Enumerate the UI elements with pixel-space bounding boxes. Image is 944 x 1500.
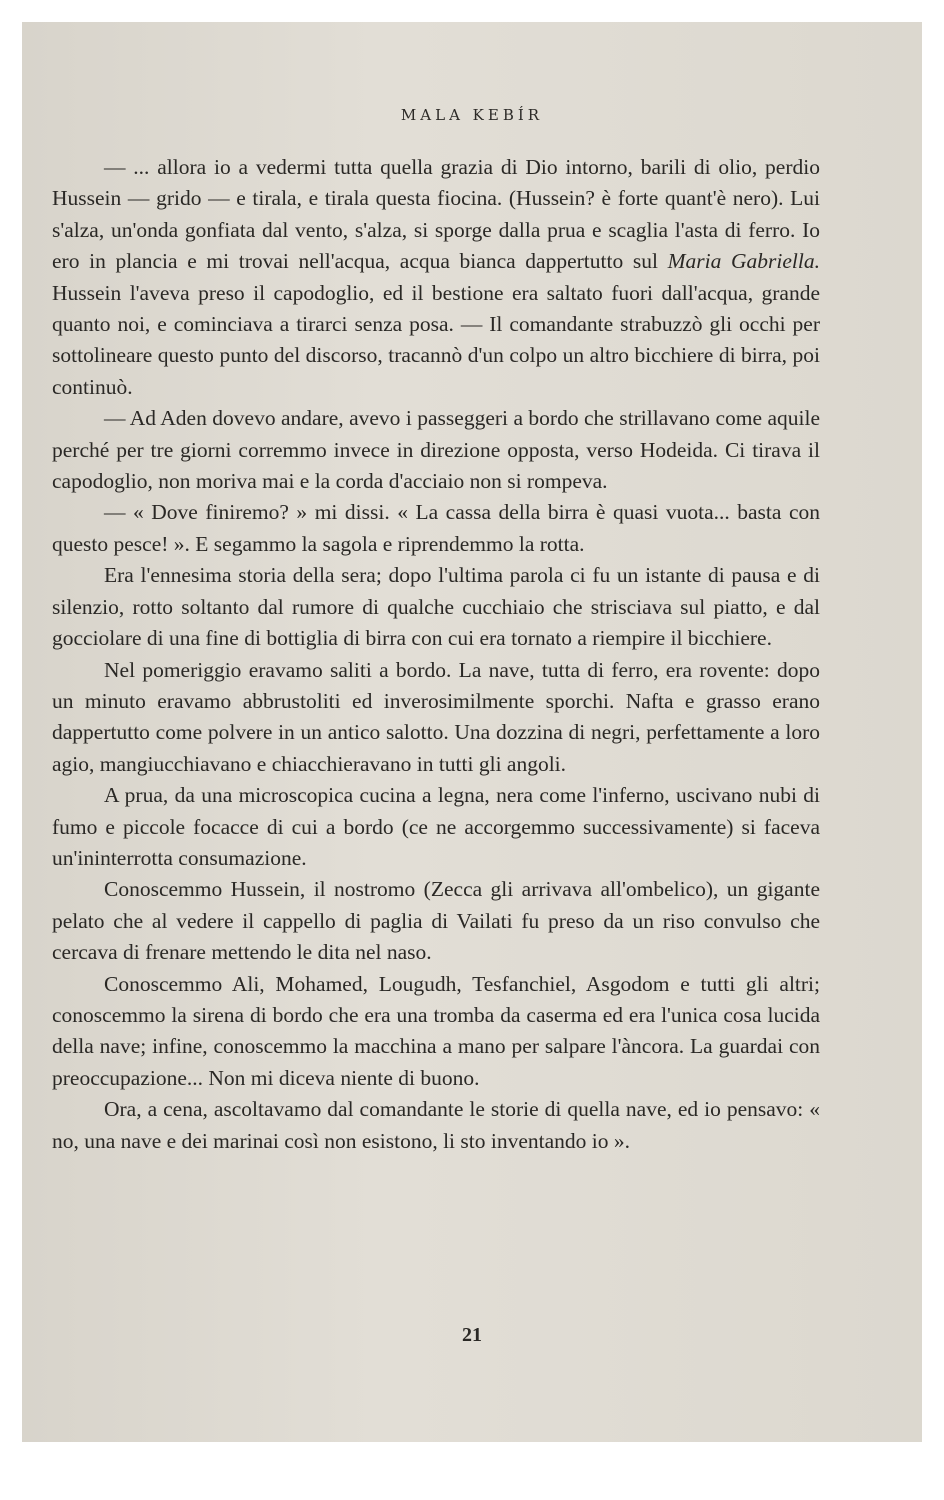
paragraph: A prua, da una microscopica cucina a legna, nera come l'inferno, uscivano nubi di fumo e piccole focacce di cui a bordo (ce ne accorgemmo successivamente) si faceva un'ininterrotta consumazione. [52,783,820,870]
paragraph: Conoscemmo Hussein, il nostromo (Zecca gli arrivava all'ombelico), un gigante pelato che al vedere il cappello di paglia di Vailati fu preso da un riso convulso che cercava di frenare mettendo le dita nel naso. [52,877,820,965]
paragraph: Conoscemmo Ali, Mohamed, Lougudh, Tesfanchiel, Asgodom e tutti gli altri; conoscemmo la sirena di bordo che era una tromba da caserma ed era l'unica cosa lucida della nave; infine, conoscemmo la macchina a mano per salpare l'àncora. La guardai con preoccupazione... Non mi diceva niente di buono. [52,971,820,1090]
paragraph-text: Hussein l'aveva preso il capodoglio, ed il bestione era saltato fuori dall'acqua, grande quanto noi, e cominciava a tirarci senza posa. — Il comandante strabuzzò gli occhi per sottolineare questo punto del discorso, tracannò d'un colpo un altro bicchiere di birra, poi continuò. [52,280,820,399]
paragraph: — Ad Aden dovevo andare, avevo i passeggeri a bordo che strillavano come aquile perché per tre giorni corremmo invece in direzione opposta, verso Hodeida. Ci tirava il capodoglio, non moriva mai e la corda d'acciaio non si rompeva. [52,406,820,494]
paragraph-text: — ... allora io a vedermi tutta quella grazia di Dio intorno, barili di olio, perdio Hussein — grido — e tirala, e tirala questa fiocina. (Hussein? è forte quant'è nero). Lui s'alza, un'onda gonfiata dal vento, s'alza, si sporge dalla prua e scaglia l'asta di ferro. Io ero in plancia e mi trovai nell'acqua, acqua bianca dappertutto sul [52,155,820,274]
paragraph: — « Dove finiremo? » mi dissi. « La cassa della birra è quasi vuota... basta con questo pesce! ». E segammo la sagola e riprendemmo la rotta. [52,500,820,556]
book-page [22,22,922,1442]
paragraph: Nel pomeriggio eravamo saliti a bordo. La nave, tutta di ferro, era rovente: dopo un minuto eravamo abbrustoliti ed inverosimilmente sporchi. Nafta e grasso erano dappertutto come polvere in un antico salotto. Una dozzina di negri, perfettamente a loro agio, mangiucchiavano e chiacchieravano in tutti gli angoli. [52,657,820,776]
running-head: MALA KEBÍR [400,106,544,124]
page-number: 21 [462,1324,482,1346]
paragraph: Era l'ennesima storia della sera; dopo l'ultima parola ci fu un istante di pausa e di silenzio, rotto soltanto dal rumore di qualche cucchiaio che strisciava sul piatto, e dal gocciolare di una fine di bottiglia di birra con cui era tornato a riempire il bicchiere. [52,563,820,651]
body-text [52,152,820,1157]
paragraph [52,152,820,403]
ship-name: Maria Gabriella. [667,249,821,274]
paragraph: Ora, a cena, ascoltavamo dal comandante le storie di quella nave, ed io pensavo: « no, una nave e dei marinai così non esistono, li sto inventando io ». [52,1097,820,1153]
